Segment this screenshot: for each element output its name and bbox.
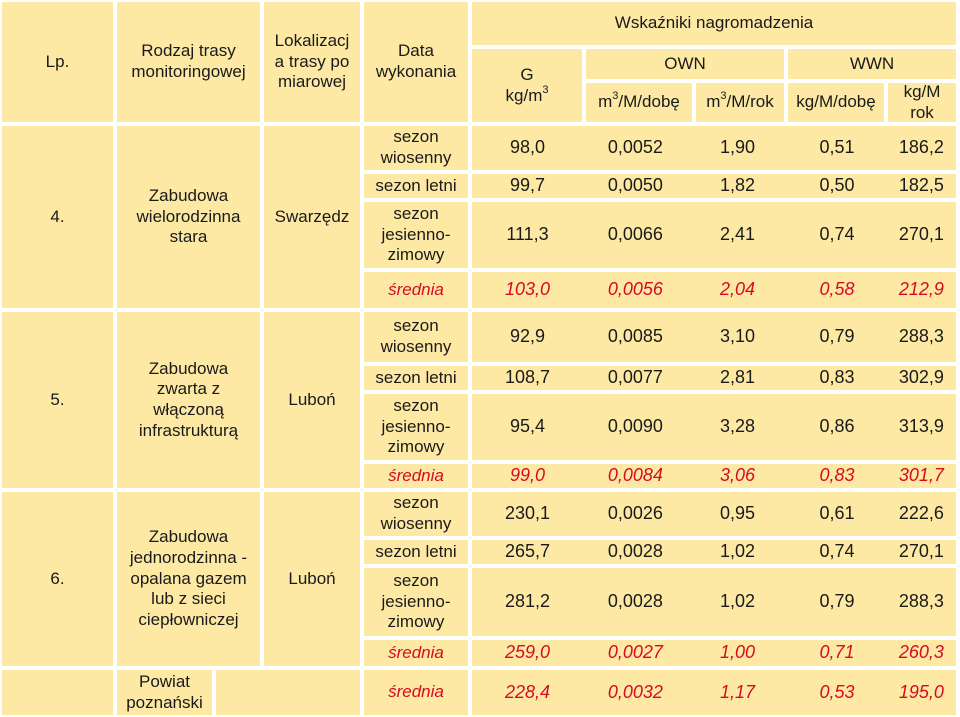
value-wwn-day: 0,58: [819, 279, 855, 300]
group-location-text: Swarzędz: [274, 206, 350, 226]
average-label: średnia: [388, 279, 444, 299]
value-wwn-year: 302,9: [898, 367, 944, 388]
header-own-day-text: [598, 92, 680, 113]
season-label: sezon wiosenny: [380, 127, 452, 167]
average-label-cell: [364, 640, 468, 666]
season-cell: [364, 126, 468, 170]
value-own-year: 1,17: [720, 681, 756, 702]
header-own-year-text: [706, 92, 774, 113]
table-row: [472, 202, 956, 268]
value-wwn-day: 0,79: [819, 326, 855, 347]
value-own-year: 0,95: [720, 503, 756, 524]
value-own-day: 0,0090: [607, 416, 663, 437]
value-g: 111,3: [506, 224, 549, 245]
header-wwn: [788, 49, 956, 79]
total-average-row: [472, 670, 956, 715]
average-label: średnia: [388, 465, 444, 485]
table-row: [472, 540, 956, 564]
total-label: Powiat poznański: [126, 671, 203, 712]
header-g-unit-sup: 3: [542, 83, 549, 96]
own-year-base: m: [706, 92, 721, 112]
value-wwn-day: 0,86: [819, 416, 855, 437]
group-route-type-text: Zabudowa jednorodzinna - opalana gazem lub z sieci ciepłowniczej: [129, 527, 248, 630]
header-wwn-day-text: kg/M/dobę: [796, 92, 876, 112]
value-wwn-year: 260,3: [898, 642, 944, 663]
value-g: 92,9: [509, 326, 546, 347]
season-cell: [364, 202, 468, 268]
header-g-unit-base: kg/m: [505, 85, 543, 105]
header-wwn-year: [888, 83, 956, 122]
value-wwn-day: 0,83: [819, 465, 855, 486]
table-row: [472, 366, 956, 390]
season-cell: [364, 366, 468, 390]
value-g: 281,2: [504, 591, 551, 612]
value-wwn-year: 186,2: [898, 137, 944, 158]
value-own-day: 0,0026: [607, 503, 663, 524]
group-route-type: [117, 312, 260, 488]
value-wwn-year: 222,6: [898, 503, 944, 524]
value-own-day: 0,0085: [607, 326, 663, 347]
header-route-type: [117, 2, 260, 122]
value-wwn-year: 270,1: [898, 541, 944, 562]
total-lp-blank: [2, 670, 113, 715]
season-label: sezon letni: [375, 367, 457, 387]
average-label-cell: [364, 464, 468, 488]
header-g: [472, 49, 582, 122]
value-own-year: 2,04: [720, 279, 756, 300]
season-label: sezon wiosenny: [380, 316, 452, 356]
value-wwn-year: 288,3: [898, 591, 944, 612]
average-row: [472, 272, 956, 308]
average-row: [472, 464, 956, 488]
header-own: [586, 49, 784, 79]
own-year-rest: /M/rok: [726, 92, 774, 112]
value-wwn-year: 195,0: [898, 681, 944, 702]
header-lp: [2, 2, 113, 122]
value-g: 103,0: [504, 279, 551, 300]
value-wwn-year: 182,5: [898, 175, 944, 196]
own-day-sup: 3: [612, 90, 619, 103]
value-own-day: 0,0032: [607, 681, 663, 702]
header-own-day: [586, 83, 692, 122]
header-g-unit: [505, 83, 549, 107]
group-route-type: [117, 126, 260, 308]
header-date-text: Data wykonania: [375, 41, 457, 81]
value-own-day: 0,0050: [607, 175, 663, 196]
season-label: sezon jesienno-zimowy: [381, 395, 451, 457]
own-day-base: m: [598, 92, 613, 112]
table-row: [472, 568, 956, 636]
group-lp: [2, 126, 113, 308]
season-cell: [364, 568, 468, 636]
value-wwn-day: 0,51: [819, 137, 855, 158]
value-own-year: 1,82: [720, 175, 756, 196]
header-date: [364, 2, 468, 122]
group-route-type: [117, 492, 260, 666]
table-row: [472, 492, 956, 536]
average-label-cell: [364, 272, 468, 308]
value-wwn-day: 0,61: [819, 503, 855, 524]
value-g: 259,0: [504, 642, 551, 663]
value-own-day: 0,0028: [607, 591, 663, 612]
group-lp: [2, 492, 113, 666]
header-location: [264, 2, 360, 122]
value-own-year: 3,06: [720, 465, 756, 486]
value-own-day: 0,0077: [607, 367, 663, 388]
header-route-type-text: Rodzaj trasy monitoringowej: [131, 41, 246, 81]
total-label-cell: [117, 670, 212, 715]
value-own-day: 0,0084: [607, 465, 663, 486]
header-location-text: Lokalizacja trasy pomiarowej: [274, 30, 350, 92]
header-indicators-text: Wskaźniki nagromadzenia: [614, 13, 814, 33]
season-cell: [364, 312, 468, 362]
value-own-day: 0,0027: [607, 642, 663, 663]
total-average-label-cell: [364, 670, 468, 715]
value-own-year: 1,02: [720, 591, 756, 612]
season-label: sezon jesienno-zimowy: [381, 570, 451, 632]
own-year-sup: 3: [720, 90, 727, 103]
value-g: 99,0: [509, 465, 546, 486]
value-own-year: 3,28: [720, 416, 756, 437]
group-route-type-text: Zabudowa zwarta z włączoną infrastrukturą: [138, 358, 239, 440]
season-label: sezon wiosenny: [380, 493, 452, 533]
season-label: sezon jesienno-zimowy: [381, 203, 451, 265]
value-wwn-day: 0,79: [819, 591, 855, 612]
group-lp-text: 6.: [50, 568, 65, 588]
group-lp: [2, 312, 113, 488]
average-label: średnia: [388, 642, 444, 662]
value-wwn-year: 270,1: [898, 224, 944, 245]
season-cell: [364, 394, 468, 460]
value-g: 108,7: [504, 367, 551, 388]
group-location: [264, 312, 360, 488]
value-own-day: 0,0066: [607, 224, 663, 245]
value-wwn-year: 288,3: [898, 326, 944, 347]
group-lp-text: 5.: [50, 389, 65, 409]
value-g: 265,7: [504, 541, 551, 562]
header-own-year: [696, 83, 784, 122]
group-location: [264, 492, 360, 666]
value-wwn-day: 0,71: [819, 642, 855, 663]
value-wwn-day: 0,50: [819, 175, 855, 196]
value-g: 228,4: [504, 681, 551, 702]
season-cell: [364, 540, 468, 564]
group-lp-text: 4.: [50, 206, 65, 226]
group-location: [264, 126, 360, 308]
value-wwn-year: 313,9: [898, 416, 944, 437]
value-own-year: 2,41: [720, 224, 756, 245]
header-g-text: G: [520, 64, 534, 84]
value-g: 99,7: [509, 175, 546, 196]
average-row: [472, 640, 956, 666]
value-wwn-day: 0,53: [819, 681, 855, 702]
table-row: [472, 126, 956, 170]
value-g: 230,1: [504, 503, 551, 524]
table-row: [472, 312, 956, 362]
value-own-day: 0,0028: [607, 541, 663, 562]
total-average-label: średnia: [388, 682, 444, 702]
value-wwn-day: 0,83: [819, 367, 855, 388]
value-wwn-day: 0,74: [819, 541, 855, 562]
value-own-year: 1,00: [720, 642, 756, 663]
own-day-rest: /M/dobę: [618, 92, 680, 112]
header-own-text: OWN: [664, 53, 706, 73]
table-row: [472, 394, 956, 460]
header-lp-text: Lp.: [45, 51, 70, 71]
value-wwn-year: 301,7: [898, 465, 944, 486]
header-wwn-year-text: kg/M rok: [903, 83, 941, 122]
group-location-text: Luboń: [288, 568, 336, 588]
group-route-type-text: Zabudowa wielorodzinna stara: [136, 185, 241, 247]
table-row: [472, 174, 956, 198]
value-own-year: 1,90: [720, 137, 756, 158]
value-own-year: 1,02: [720, 541, 756, 562]
value-own-day: 0,0052: [607, 137, 663, 158]
season-cell: [364, 174, 468, 198]
season-label: sezon letni: [375, 175, 457, 195]
header-wwn-day: [788, 83, 884, 122]
value-g: 95,4: [509, 416, 546, 437]
value-own-year: 2,81: [720, 367, 756, 388]
value-own-day: 0,0056: [607, 279, 663, 300]
group-location-text: Luboń: [288, 389, 336, 409]
value-own-year: 3,10: [720, 326, 756, 347]
value-wwn-year: 212,9: [898, 279, 944, 300]
season-label: sezon letni: [375, 541, 457, 561]
header-wwn-text: WWN: [849, 53, 895, 73]
season-cell: [364, 492, 468, 536]
total-location-blank: [216, 670, 360, 715]
value-wwn-day: 0,74: [819, 224, 855, 245]
header-indicators: [472, 2, 956, 45]
value-g: 98,0: [509, 137, 546, 158]
